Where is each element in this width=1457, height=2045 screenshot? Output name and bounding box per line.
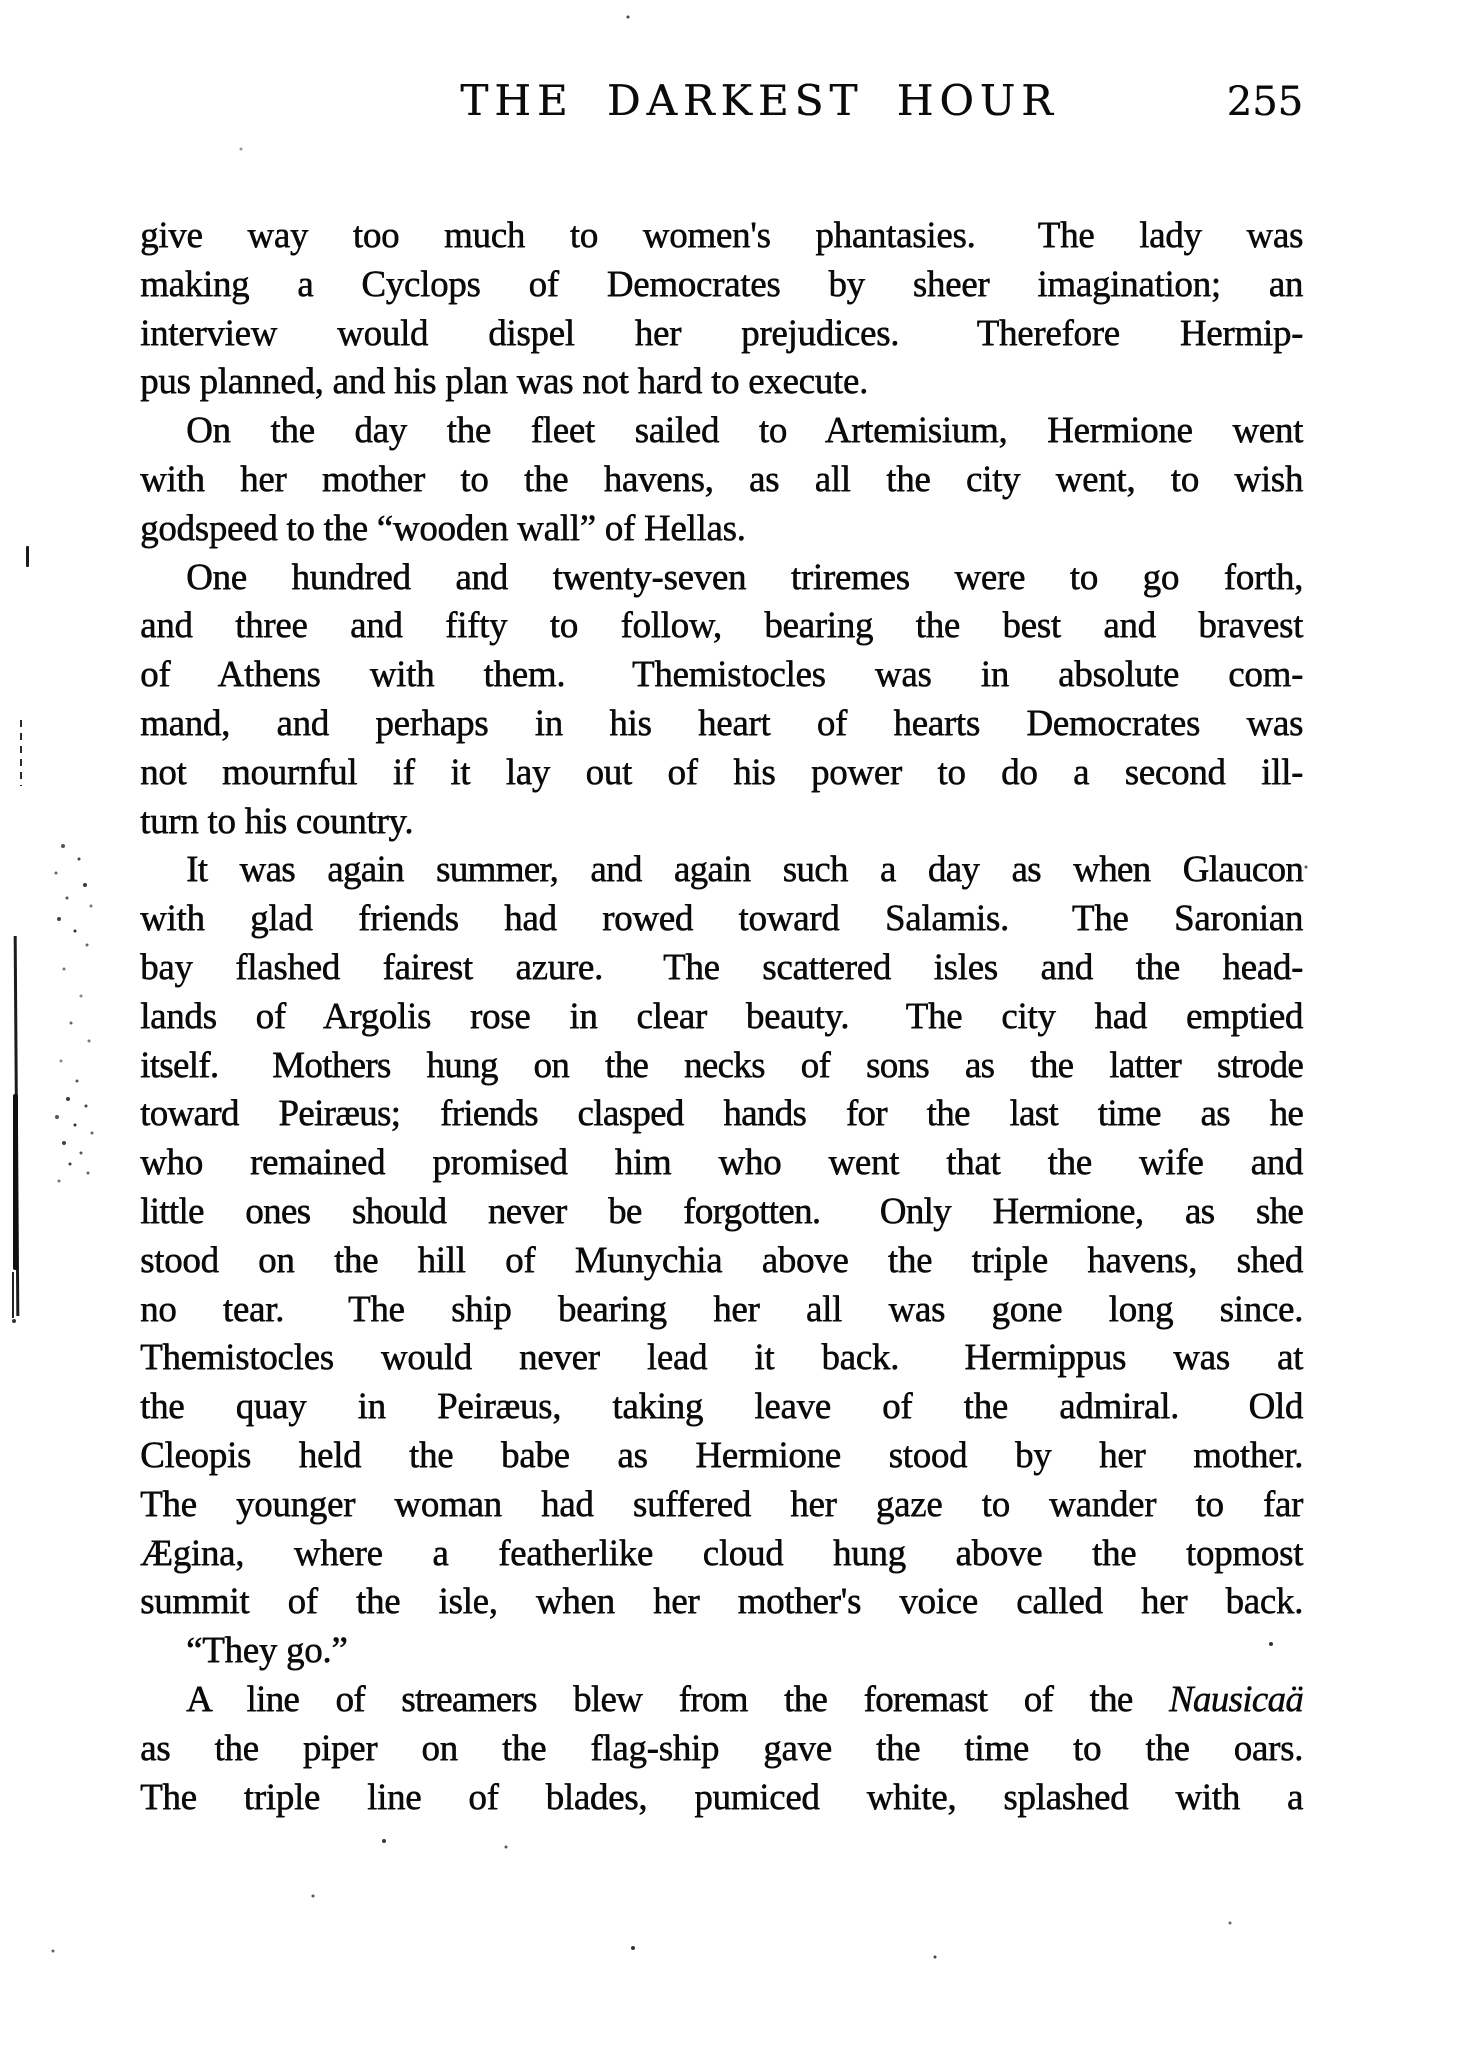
text-line: of Athens with them. Themistocles was in absolute com-	[140, 654, 1303, 696]
text-line: no tear. The ship bearing her all was gone long since.	[140, 1288, 1303, 1330]
scan-artifact-dots	[0, 0, 2, 2]
text-line: give way too much to women's phantasies. The lady was	[140, 215, 1303, 256]
text-line-fragment: A line of streamers blew from the foremast of the	[186, 1678, 1169, 1720]
text-line: godspeed to the “wooden wall” of Hellas.	[140, 507, 746, 549]
text-line: It was again summer, and again such a day as when Glaucon	[186, 849, 1303, 891]
text-line: with glad friends had rowed toward Salamis. The Saronian	[140, 898, 1303, 940]
text-line: One hundred and twenty-seven triremes were to go forth,	[186, 556, 1303, 598]
scan-artifact-margin-line	[14, 936, 19, 1316]
scan-artifact-margin-line-tail	[12, 1272, 14, 1318]
text-line: as the piper on the flag-ship gave the time to the oars.	[140, 1727, 1303, 1769]
text-line	[140, 1676, 1303, 1725]
text-line: “They go.”	[186, 1630, 348, 1672]
text-line: Themistocles would never lead it back. Hermippus was at	[140, 1337, 1303, 1379]
text-line: stood on the hill of Munychia above the triple havens, shed	[140, 1239, 1303, 1281]
text-line: pus planned, and his plan was not hard to execute.	[140, 361, 868, 403]
text-line: toward Peiræus; friends clasped hands for the last time as he	[140, 1093, 1303, 1135]
text-line: turn to his country.	[140, 800, 414, 842]
text-line: who remained promised him who went that the wife and	[140, 1142, 1303, 1184]
body-text	[140, 212, 1303, 1822]
text-line: and three and fifty to follow, bearing the best and bravest	[140, 605, 1303, 647]
text-line: mand, and perhaps in his heart of hearts Democrates was	[140, 702, 1303, 744]
scan-artifact-dashed-line	[20, 720, 22, 786]
text-line: The younger woman had suffered her gaze to wander to far	[140, 1483, 1303, 1525]
text-line: summit of the isle, when her mother's voice called her back.	[140, 1581, 1303, 1623]
scan-artifact-margin-line-thick	[13, 1094, 18, 1270]
text-line: the quay in Peiræus, taking leave of the admiral. Old	[140, 1386, 1303, 1428]
text-line: little ones should never be forgotten. Only Hermione, as she	[140, 1190, 1303, 1232]
text-line: lands of Argolis rose in clear beauty. The city had emptied	[140, 995, 1303, 1037]
text-line: not mournful if it lay out of his power to do a second ill-	[140, 751, 1303, 793]
scan-artifact-speckle-smudge	[0, 0, 2, 2]
text-line: The triple line of blades, pumiced white, splashed with a	[140, 1776, 1303, 1818]
text-line: itself. Mothers hung on the necks of sons as the latter strode	[140, 1044, 1303, 1086]
text-line: bay flashed fairest azure. The scattered isles and the head-	[140, 946, 1303, 988]
text-line: with her mother to the havens, as all the city went, to wish	[140, 458, 1303, 500]
running-head-title: THE DARKEST HOUR	[460, 76, 1059, 125]
text-line: On the day the fleet sailed to Artemisium, Hermione went	[186, 410, 1303, 452]
ship-name-italic: Nausicaä	[1168, 1678, 1303, 1720]
text-line: Ægina, where a featherlike cloud hung above the topmost	[140, 1532, 1303, 1574]
text-line: making a Cyclops of Democrates by sheer imagination; an	[140, 263, 1303, 305]
page-number: 255	[1226, 79, 1303, 125]
scan-artifact-dash	[26, 546, 29, 567]
text-line: Cleopis held the babe as Hermione stood by her mother.	[140, 1434, 1303, 1476]
text-line: interview would dispel her prejudices. Therefore Hermip-	[140, 312, 1303, 354]
